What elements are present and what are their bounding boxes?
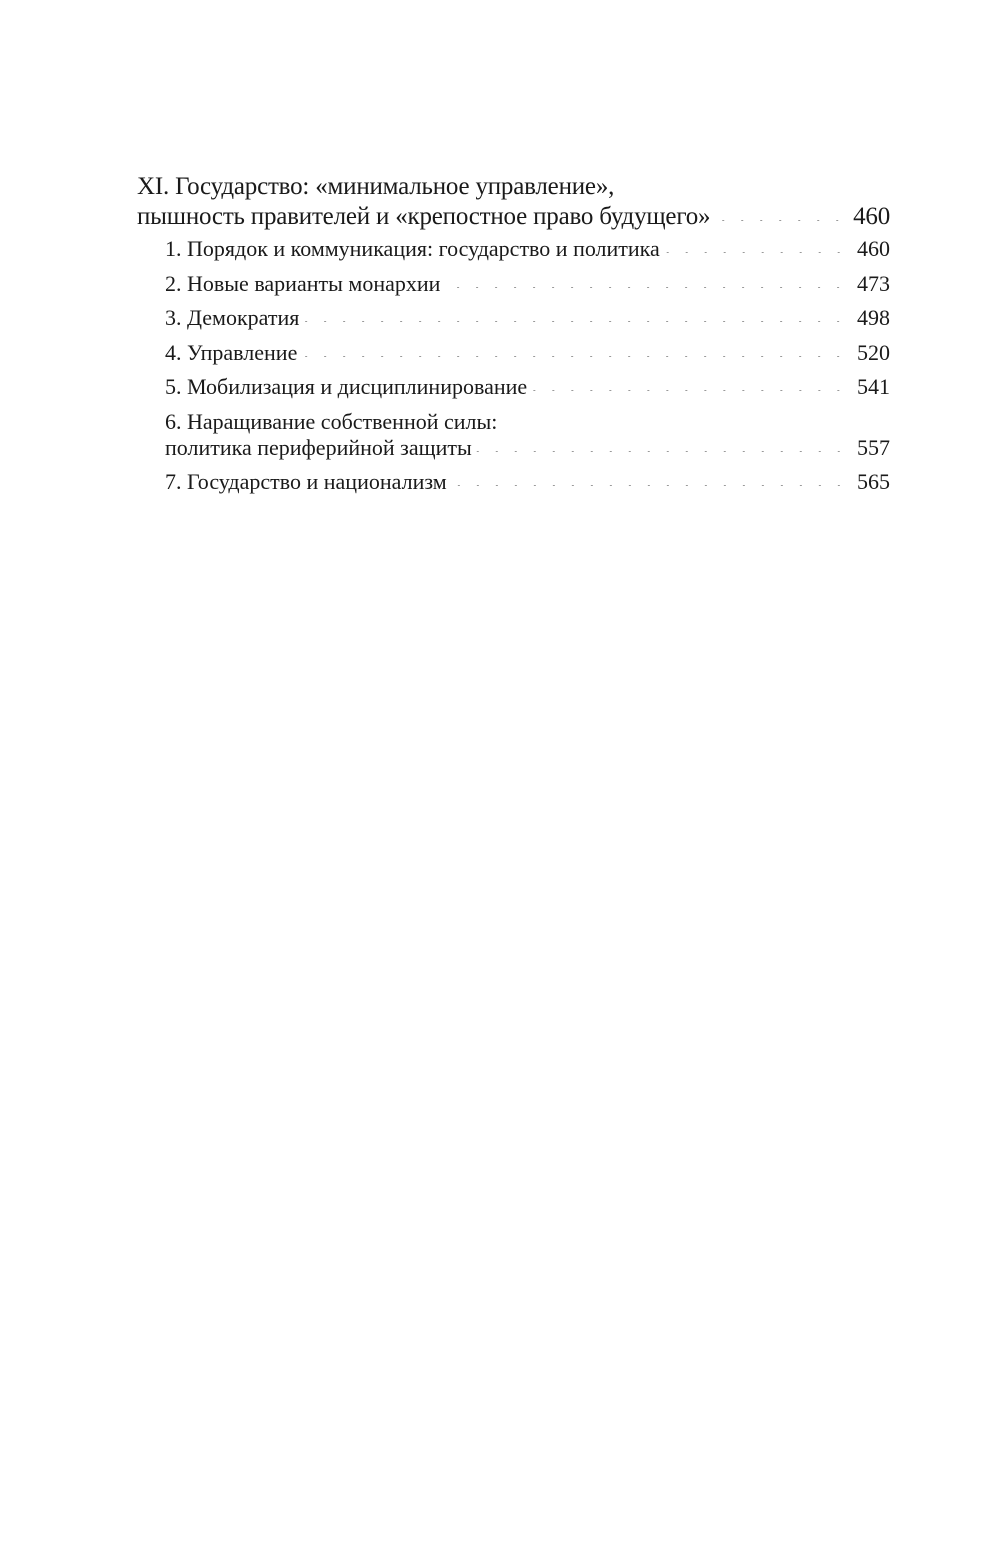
section-row xyxy=(165,305,890,331)
dot-leader xyxy=(476,451,848,452)
section-title: 2. Новые варианты монархии xyxy=(165,270,441,296)
section-page-number: 541 xyxy=(857,374,890,399)
chapter-title-line1: XI. Государство: «минимальное управление», xyxy=(137,173,615,200)
chapter-title-row xyxy=(137,202,890,232)
section-page-number: 473 xyxy=(857,270,890,296)
table-of-contents xyxy=(137,172,890,504)
section-title: 7. Государство и национализм xyxy=(165,469,447,494)
dot-leader xyxy=(531,390,848,391)
toc-section-2[interactable] xyxy=(165,271,890,297)
dot-leader xyxy=(664,252,848,253)
toc-section-1[interactable] xyxy=(165,236,890,262)
section-title: 3. Демократия xyxy=(165,305,300,330)
toc-section-6[interactable] xyxy=(165,409,890,461)
section-page-number: 498 xyxy=(857,305,890,330)
toc-section-3[interactable] xyxy=(165,305,890,331)
section-row xyxy=(165,271,890,297)
section-page-number: 565 xyxy=(857,469,890,494)
toc-section-4[interactable] xyxy=(165,340,890,366)
section-page-number: 460 xyxy=(857,236,890,261)
dot-leader xyxy=(714,220,847,221)
section-row xyxy=(165,469,890,495)
section-row xyxy=(165,374,890,400)
section-title-line1: 6. Наращивание собственной силы: xyxy=(165,408,498,434)
chapter-page-number: 460 xyxy=(853,203,890,230)
section-page-number: 557 xyxy=(857,434,890,460)
dot-leader xyxy=(303,321,848,322)
section-title: 5. Мобилизация и дисциплинирование xyxy=(165,374,528,399)
dot-leader xyxy=(444,287,848,288)
toc-sections xyxy=(137,236,890,495)
section-title: 1. Порядок и коммуникация: государство и политика xyxy=(165,236,660,261)
section-row xyxy=(165,236,890,262)
chapter-title-line2: пышность правителей и «крепостное право будущего» xyxy=(137,203,711,230)
toc-section-7[interactable] xyxy=(165,469,890,495)
section-row xyxy=(165,435,890,461)
section-title: политика периферийной защиты xyxy=(165,434,472,460)
dot-leader xyxy=(301,356,848,357)
dot-leader xyxy=(451,485,848,486)
toc-section-5[interactable] xyxy=(165,374,890,400)
section-page-number: 520 xyxy=(857,339,890,365)
toc-chapter-entry[interactable] xyxy=(137,172,890,232)
section-title: 4. Управление xyxy=(165,339,298,365)
section-row xyxy=(165,340,890,366)
